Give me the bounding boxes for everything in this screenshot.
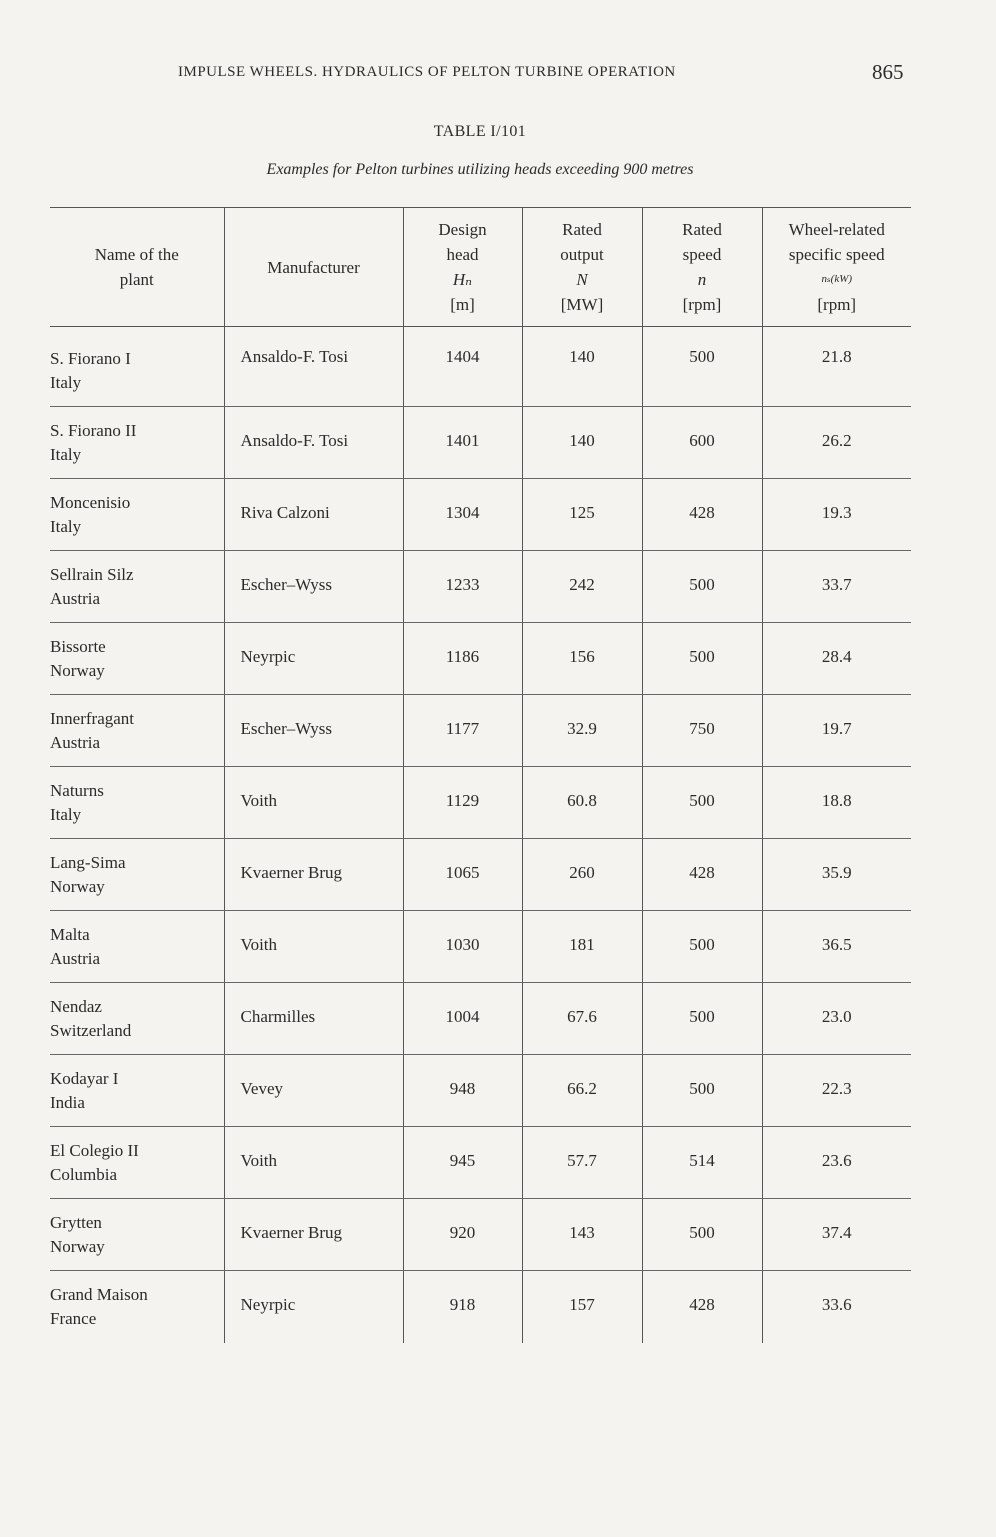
header-design-head-unit: [m] xyxy=(450,295,475,314)
table-row xyxy=(50,551,911,623)
cell-design-head: 1186 xyxy=(403,623,522,695)
pelton-turbine-table xyxy=(50,207,911,1343)
plant-name: Grytten xyxy=(50,1213,102,1232)
cell-design-head: 1404 xyxy=(403,327,522,407)
header-rated-output-symbol: N xyxy=(576,270,588,289)
cell-specific-speed: 23.0 xyxy=(762,983,911,1055)
plant-name: Lang-Sima xyxy=(50,853,126,872)
table-row xyxy=(50,767,911,839)
plant-country: Italy xyxy=(50,517,82,536)
plant-country: Austria xyxy=(50,733,101,752)
cell-rated-output: 66.2 xyxy=(522,1055,642,1127)
cell-plant xyxy=(50,1055,224,1127)
plant-name: Sellrain Silz xyxy=(50,565,134,584)
plant-country: India xyxy=(50,1093,85,1112)
cell-specific-speed: 37.4 xyxy=(762,1199,911,1271)
table-row xyxy=(50,1271,911,1343)
plant-name: Innerfragant xyxy=(50,709,135,728)
header-design-head xyxy=(403,208,522,327)
header-rated-output-unit: [MW] xyxy=(560,295,604,314)
cell-design-head: 1129 xyxy=(403,767,522,839)
cell-specific-speed: 33.6 xyxy=(762,1271,911,1343)
header-plant-line-2: plant xyxy=(119,270,154,289)
header-design-head-line-1: Design xyxy=(438,220,487,239)
cell-specific-speed: 26.2 xyxy=(762,407,911,479)
cell-rated-output: 157 xyxy=(522,1271,642,1343)
cell-plant xyxy=(50,479,224,551)
cell-rated-output: 67.6 xyxy=(522,983,642,1055)
cell-specific-speed: 22.3 xyxy=(762,1055,911,1127)
cell-design-head: 1304 xyxy=(403,479,522,551)
cell-rated-speed: 500 xyxy=(642,551,762,623)
header-plant xyxy=(50,208,224,327)
cell-design-head: 1177 xyxy=(403,695,522,767)
page-number: 865 xyxy=(872,60,904,84)
cell-plant xyxy=(50,327,224,407)
plant-country: Italy xyxy=(50,373,82,392)
cell-specific-speed: 21.8 xyxy=(762,327,911,407)
cell-design-head: 1401 xyxy=(403,407,522,479)
cell-design-head: 948 xyxy=(403,1055,522,1127)
cell-manufacturer: Charmilles xyxy=(224,983,403,1055)
table-row xyxy=(50,911,911,983)
cell-plant xyxy=(50,1199,224,1271)
cell-rated-speed: 500 xyxy=(642,767,762,839)
header-specific-speed-unit: [rpm] xyxy=(817,295,857,314)
cell-manufacturer: Kvaerner Brug xyxy=(224,839,403,911)
cell-rated-output: 125 xyxy=(522,479,642,551)
plant-country: Norway xyxy=(50,877,105,896)
cell-manufacturer: Neyrpic xyxy=(224,623,403,695)
plant-name: Nendaz xyxy=(50,997,102,1016)
cell-manufacturer: Voith xyxy=(224,767,403,839)
table-row xyxy=(50,695,911,767)
cell-design-head: 920 xyxy=(403,1199,522,1271)
header-plant-line-1: Name of the xyxy=(94,245,179,264)
cell-plant xyxy=(50,1271,224,1343)
plant-country: Norway xyxy=(50,661,105,680)
cell-design-head: 1004 xyxy=(403,983,522,1055)
cell-manufacturer: Kvaerner Brug xyxy=(224,1199,403,1271)
cell-plant xyxy=(50,1127,224,1199)
cell-specific-speed: 33.7 xyxy=(762,551,911,623)
cell-rated-speed: 428 xyxy=(642,479,762,551)
header-specific-speed-line-1: Wheel-related xyxy=(788,220,885,239)
table-row xyxy=(50,839,911,911)
table-row xyxy=(50,983,911,1055)
cell-specific-speed: 18.8 xyxy=(762,767,911,839)
header-design-head-line-2: head xyxy=(446,245,479,264)
plant-name: Bissorte xyxy=(50,637,106,656)
cell-plant xyxy=(50,623,224,695)
cell-manufacturer: Ansaldo-F. Tosi xyxy=(224,327,403,407)
cell-specific-speed: 19.3 xyxy=(762,479,911,551)
cell-manufacturer: Voith xyxy=(224,1127,403,1199)
header-rated-speed xyxy=(642,208,762,327)
running-head: IMPULSE WHEELS. HYDRAULICS OF PELTON TURBINE OPERATION xyxy=(178,64,676,80)
cell-rated-output: 181 xyxy=(522,911,642,983)
cell-specific-speed: 19.7 xyxy=(762,695,911,767)
cell-rated-speed: 500 xyxy=(642,1199,762,1271)
cell-design-head: 1233 xyxy=(403,551,522,623)
table-row xyxy=(50,327,911,407)
cell-rated-output: 242 xyxy=(522,551,642,623)
cell-design-head: 1030 xyxy=(403,911,522,983)
cell-rated-speed: 500 xyxy=(642,911,762,983)
table-row xyxy=(50,1127,911,1199)
plant-country: Austria xyxy=(50,949,101,968)
plant-country: Austria xyxy=(50,589,101,608)
cell-rated-speed: 428 xyxy=(642,839,762,911)
plant-name: Malta xyxy=(50,925,90,944)
header-rated-output-line-2: output xyxy=(560,245,604,264)
plant-name: Kodayar I xyxy=(50,1069,119,1088)
plant-name: Naturns xyxy=(50,781,104,800)
cell-plant xyxy=(50,839,224,911)
plant-name: Moncenisio xyxy=(50,493,131,512)
cell-manufacturer: Escher–Wyss xyxy=(224,695,403,767)
header-specific-speed-line-2: specific speed xyxy=(788,245,885,264)
cell-design-head: 918 xyxy=(403,1271,522,1343)
plant-country: Italy xyxy=(50,445,82,464)
cell-manufacturer: Ansaldo-F. Tosi xyxy=(224,407,403,479)
cell-design-head: 1065 xyxy=(403,839,522,911)
cell-rated-speed: 500 xyxy=(642,623,762,695)
table-row xyxy=(50,1055,911,1127)
cell-rated-speed: 500 xyxy=(642,327,762,407)
cell-rated-output: 156 xyxy=(522,623,642,695)
cell-rated-output: 60.8 xyxy=(522,767,642,839)
cell-specific-speed: 36.5 xyxy=(762,911,911,983)
cell-manufacturer: Vevey xyxy=(224,1055,403,1127)
header-rated-output-line-1: Rated xyxy=(562,220,602,239)
plant-country: France xyxy=(50,1309,97,1328)
cell-rated-speed: 500 xyxy=(642,983,762,1055)
cell-rated-output: 260 xyxy=(522,839,642,911)
cell-manufacturer: Riva Calzoni xyxy=(224,479,403,551)
plant-country: Norway xyxy=(50,1237,105,1256)
header-specific-speed-symbol: nₛ(kW) xyxy=(821,273,853,285)
plant-name: El Colegio II xyxy=(50,1141,139,1160)
cell-rated-output: 140 xyxy=(522,327,642,407)
table-title: TABLE I/101 xyxy=(433,123,527,140)
header-manufacturer: Manufacturer xyxy=(224,208,403,327)
header-rated-speed-line-1: Rated xyxy=(682,220,722,239)
table-caption: Examples for Pelton turbines utilizing heads exceeding 900 metres xyxy=(266,161,694,178)
header-rated-speed-line-2: speed xyxy=(682,245,722,264)
cell-manufacturer: Escher–Wyss xyxy=(224,551,403,623)
cell-rated-speed: 428 xyxy=(642,1271,762,1343)
cell-manufacturer: Neyrpic xyxy=(224,1271,403,1343)
cell-plant xyxy=(50,911,224,983)
plant-country: Columbia xyxy=(50,1165,118,1184)
plant-country: Switzerland xyxy=(50,1021,132,1040)
cell-plant xyxy=(50,695,224,767)
table-row xyxy=(50,479,911,551)
cell-rated-speed: 514 xyxy=(642,1127,762,1199)
table-header-row xyxy=(50,208,911,327)
cell-plant xyxy=(50,767,224,839)
plant-country: Italy xyxy=(50,805,82,824)
plant-name: Grand Maison xyxy=(50,1285,148,1304)
cell-specific-speed: 23.6 xyxy=(762,1127,911,1199)
header-design-head-symbol: Hₙ xyxy=(452,270,473,289)
cell-specific-speed: 35.9 xyxy=(762,839,911,911)
cell-plant xyxy=(50,983,224,1055)
cell-rated-speed: 750 xyxy=(642,695,762,767)
table-row xyxy=(50,623,911,695)
table-row xyxy=(50,407,911,479)
header-rated-output xyxy=(522,208,642,327)
header-specific-speed xyxy=(762,208,911,327)
cell-plant xyxy=(50,551,224,623)
plant-name: S. Fiorano I xyxy=(50,349,131,368)
header-rated-speed-unit: [rpm] xyxy=(682,295,722,314)
cell-specific-speed: 28.4 xyxy=(762,623,911,695)
cell-rated-output: 32.9 xyxy=(522,695,642,767)
cell-rated-speed: 600 xyxy=(642,407,762,479)
cell-rated-output: 143 xyxy=(522,1199,642,1271)
cell-rated-speed: 500 xyxy=(642,1055,762,1127)
cell-manufacturer: Voith xyxy=(224,911,403,983)
cell-plant xyxy=(50,407,224,479)
cell-rated-output: 140 xyxy=(522,407,642,479)
cell-design-head: 945 xyxy=(403,1127,522,1199)
header-rated-speed-symbol: n xyxy=(697,270,707,289)
table-row xyxy=(50,1199,911,1271)
cell-rated-output: 57.7 xyxy=(522,1127,642,1199)
plant-name: S. Fiorano II xyxy=(50,421,137,440)
